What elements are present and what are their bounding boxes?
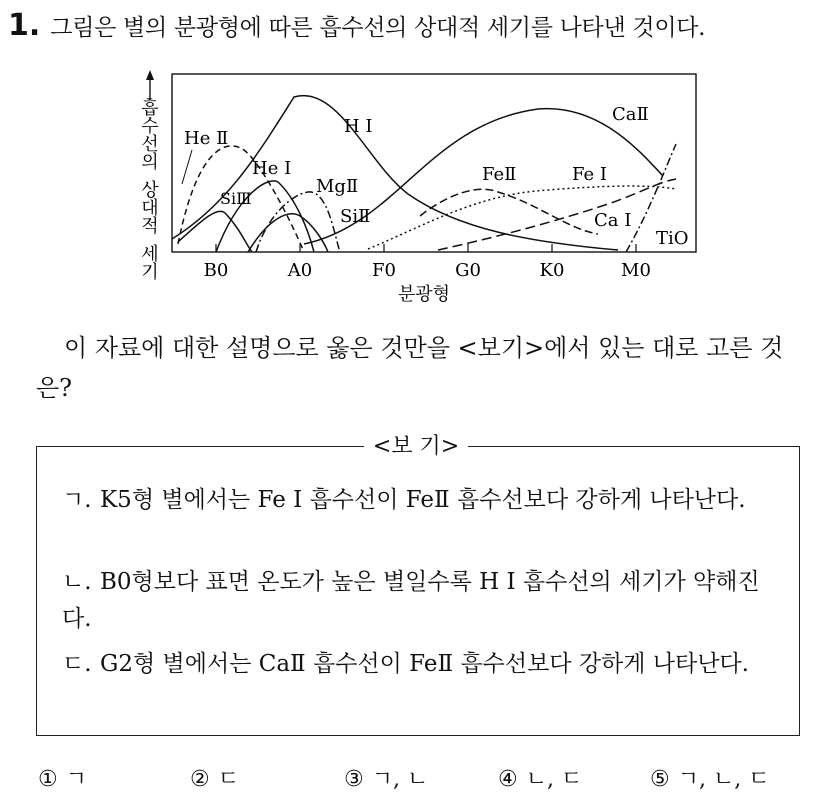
- series-mg2-curve: [256, 192, 340, 252]
- series-label-h1: H Ⅰ: [344, 116, 373, 137]
- series-si2-curve: [248, 214, 328, 252]
- choice-5[interactable]: [650, 762, 769, 793]
- choice-text: ㄷ: [217, 767, 239, 792]
- series-label-si2: SiⅡ: [340, 206, 371, 227]
- x-tick-label: K0: [539, 260, 565, 281]
- choice-1[interactable]: [38, 762, 87, 793]
- question-text: 그림은 별의 분광형에 따른 흡수선의 상대적 세기를 나타낸 것이다.: [50, 15, 706, 41]
- x-tick-label: M0: [621, 260, 651, 281]
- bogi-item-1: [62, 482, 782, 519]
- series-si3-curve: [178, 211, 252, 252]
- bogi-marker: ㄴ.: [62, 569, 92, 595]
- leader-he2: [182, 150, 192, 184]
- bogi-marker: ㄷ.: [62, 651, 92, 677]
- bogi-title: <보 기>: [364, 432, 468, 462]
- choice-text: ㄴ, ㄷ: [525, 767, 583, 792]
- y-axis-label: 흡 수 선 의 상 대 적 세 기: [141, 98, 159, 283]
- choice-3[interactable]: [344, 762, 428, 793]
- choice-text: ㄱ, ㄴ, ㄷ: [677, 767, 770, 792]
- series-fe2-curve: [420, 189, 598, 234]
- x-tick-label: B0: [203, 260, 229, 281]
- series-label-tio: TiO: [656, 228, 689, 249]
- y-axis-arrowhead: [146, 70, 154, 80]
- choice-mark: ④: [498, 767, 518, 792]
- choice-4[interactable]: [498, 762, 582, 793]
- bogi-item-text: G2형 별에서는 CaⅡ 흡수선이 FeⅡ 흡수선보다 강하게 나타난다.: [100, 651, 749, 677]
- series-label-fe2: FeⅡ: [482, 164, 517, 185]
- prompt-text: 이 자료에 대한 설명으로 옳은 것만을 <보기>에서 있는 대로 고른 것은?: [36, 334, 784, 402]
- choice-mark: ①: [38, 767, 58, 792]
- choice-mark: ②: [190, 767, 210, 792]
- x-axis-label: 분광형: [397, 284, 451, 305]
- choice-2[interactable]: [190, 762, 239, 793]
- series-label-fe1: Fe Ⅰ: [572, 164, 607, 185]
- x-tick-label: G0: [455, 260, 481, 281]
- x-axis-ticks: [204, 244, 651, 281]
- bogi-item-3: [62, 646, 782, 683]
- choice-text: ㄱ, ㄴ: [371, 767, 429, 792]
- question-header: [8, 8, 705, 43]
- bogi-marker: ㄱ.: [62, 487, 92, 513]
- bogi-item-text: B0형보다 표면 온도가 높은 별일수록 H Ⅰ 흡수선의 세기가 약해진다.: [62, 569, 760, 632]
- bogi-item-text: K5형 별에서는 Fe Ⅰ 흡수선이 FeⅡ 흡수선보다 강하게 나타난다.: [100, 487, 746, 513]
- choice-text: ㄱ: [65, 767, 87, 792]
- question-number: 1.: [8, 8, 41, 43]
- series-label-ca1: Ca Ⅰ: [594, 210, 632, 231]
- series-label-ca2: CaⅡ: [612, 104, 649, 125]
- x-tick-label: F0: [372, 260, 396, 281]
- choice-mark: ⑤: [650, 767, 670, 792]
- bogi-item-2: [62, 564, 782, 638]
- series-label-he2: He Ⅱ: [184, 128, 229, 149]
- series-label-mg2: MgⅡ: [316, 176, 359, 197]
- chart-svg: [128, 64, 698, 314]
- series-h1-curve: [172, 96, 618, 250]
- series-label-si3: SiⅢ: [220, 189, 252, 208]
- choice-mark: ③: [344, 767, 364, 792]
- x-tick-label: A0: [287, 260, 313, 281]
- series-label-he1: He Ⅰ: [252, 158, 292, 179]
- spectral-line-chart: [128, 64, 698, 314]
- question-prompt: [36, 328, 806, 408]
- answer-choices: [38, 762, 808, 798]
